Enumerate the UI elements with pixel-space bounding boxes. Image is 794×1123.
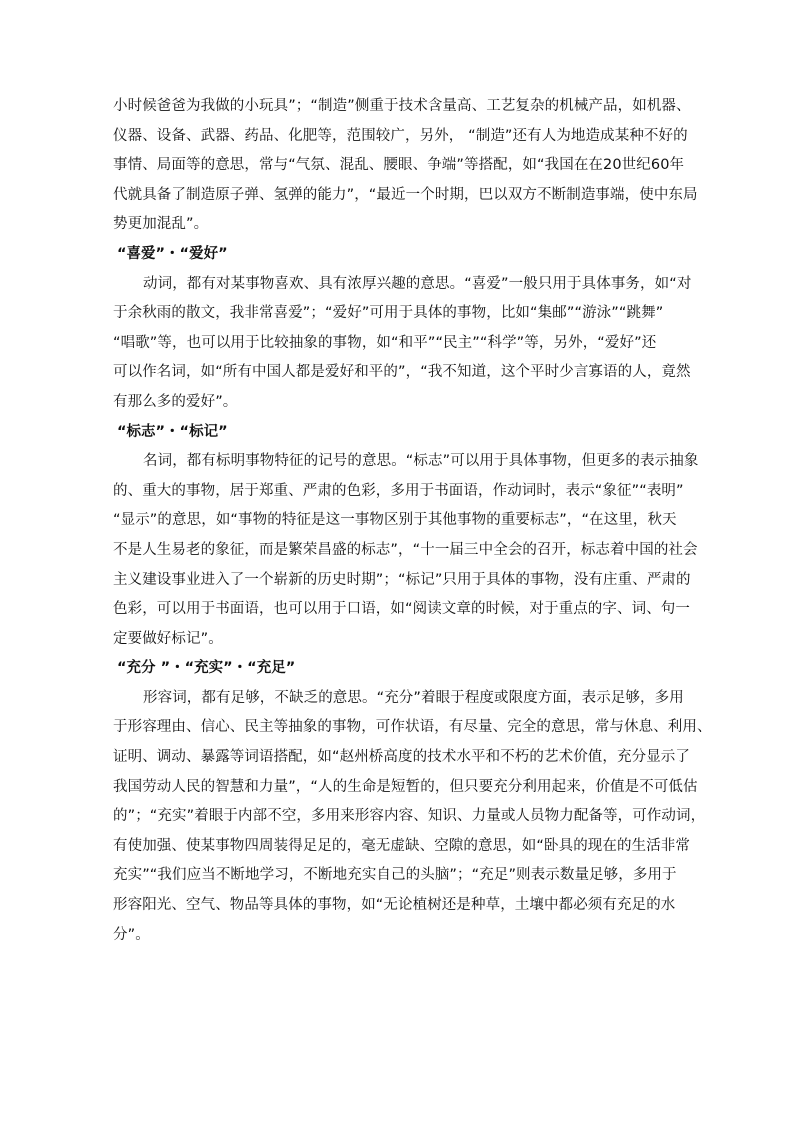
text-line: 定要做好标记”。 [113,630,223,647]
text-line: 的”；“充实”着眼于内部不空，多用来形容内容、知识、力量或人员物力配备等，可作动词， [113,808,706,825]
text-line: 动词，都有对某事物喜欢、具有浓厚兴趣的意思。“喜爱”一般只用于具体事务，如“对 [143,275,692,292]
paragraph-biaozhi-biaoji [113,447,699,654]
text-line: 形容词，都有足够，不缺乏的意思。“充分”着眼于程度或限度方面，表示足够，多用 [143,689,684,706]
text-line: 不是人生易老的象征，而是繁荣昌盛的标志”，“十一届三中全会的召开，标志着中国的社会 [113,541,698,558]
section-heading-xiai-aihao: “喜爱”・“爱好” [117,245,228,262]
text-line: 于形容理由、信心、民主等抽象的事物，可作状语，有尽量、完全的意思，常与休息、利用、 [113,719,712,736]
text-line: “唱歌”等，也可以用于比较抽象的事物，如“和平”“民主”“科学”等，另外，“爱好”还 [113,334,657,351]
section-heading-chongfen-chongshi-chongzu: “充分 ”・“充实”・“充足” [117,660,296,677]
text-line: 色彩，可以用于书面语，也可以用于口语，如“阅读文章的时候，对于重点的字、词、句一 [113,601,691,618]
section-heading-biaozhi-biaoji: “标志”・“标记” [117,423,228,440]
text-line: 可以作名词，如“所有中国人都是爱好和平的”，“我不知道，这个平时少言寡语的人，竟然 [113,364,691,381]
text-line: “显示”的意思，如“事物的特征是这一事物区别于其他事物的重要标志”，“在这里，秋天 [113,512,677,529]
text-line: 势更加混乱”。 [113,216,209,233]
text-line: 名词，都有标明事物特征的记号的意思。“标志”可以用于具体事物，但更多的表示抽象 [143,453,699,470]
text-line: 有使加强、使某事物四周装得足足的，毫无虚缺、空隙的意思，如“卧具的现在的生活非常 [113,837,691,854]
text-line: 形容阳光、空气、物品等具体的事物，如“无论植树还是种草，土壤中都必须有充足的水 [113,897,676,914]
text-line: 代就具备了制造原子弹、氢弹的能力”，“最近一个时期，巴以双方不断制造事端，使中东局 [113,186,698,203]
text-line: 主义建设事业进入了一个崭新的历史时期”；“标记”只用于具体的事物，没有庄重、严肃的 [113,571,691,588]
text-line: 于余秋雨的散文，我非常喜爱”；“爱好”可用于具体的事物，比如“集邮”“游泳”“跳舞” [113,305,664,322]
text-line: 我国劳动人民的智慧和力量”，“人的生命是短暂的，但只要充分利用起来，价值是不可低估 [113,778,698,795]
paragraph-xiai-aihao [113,270,692,418]
text-line: 分”。 [113,926,150,943]
text-line: 证明、调动、暴露等词语搭配，如“赵州桥高度的技术水平和不朽的艺术价值，充分显示了 [113,749,691,766]
paragraph-zhizao [113,92,698,240]
text-line: 的、重大的事物，居于郑重、严肃的色彩，多用于书面语，作动词时，表示“象征”“表明” [113,482,684,499]
text-line: 充实”“我们应当不断地学习，不断地充实自己的头脑”；“充足”则表示数量足够，多用于 [113,867,677,884]
document-page [113,92,712,950]
paragraph-chongfen-chongshi-chongzu [113,684,712,950]
text-line: 事情、局面等的意思，常与“气氛、混乱、腰眼、争端”等搭配，如“我国在在20世纪60年 [113,157,685,174]
text-line: 有那么多的爱好”。 [113,393,238,410]
text-line: 小时候爸爸为我做的小玩具”；“制造”侧重于技术含量高、工艺复杂的机械产品，如机器、 [113,98,691,114]
text-line: 仪器、设备、武器、药品、化肥等，范围较广，另外， “制造”还有人为地造成某种不好的 [113,127,688,144]
